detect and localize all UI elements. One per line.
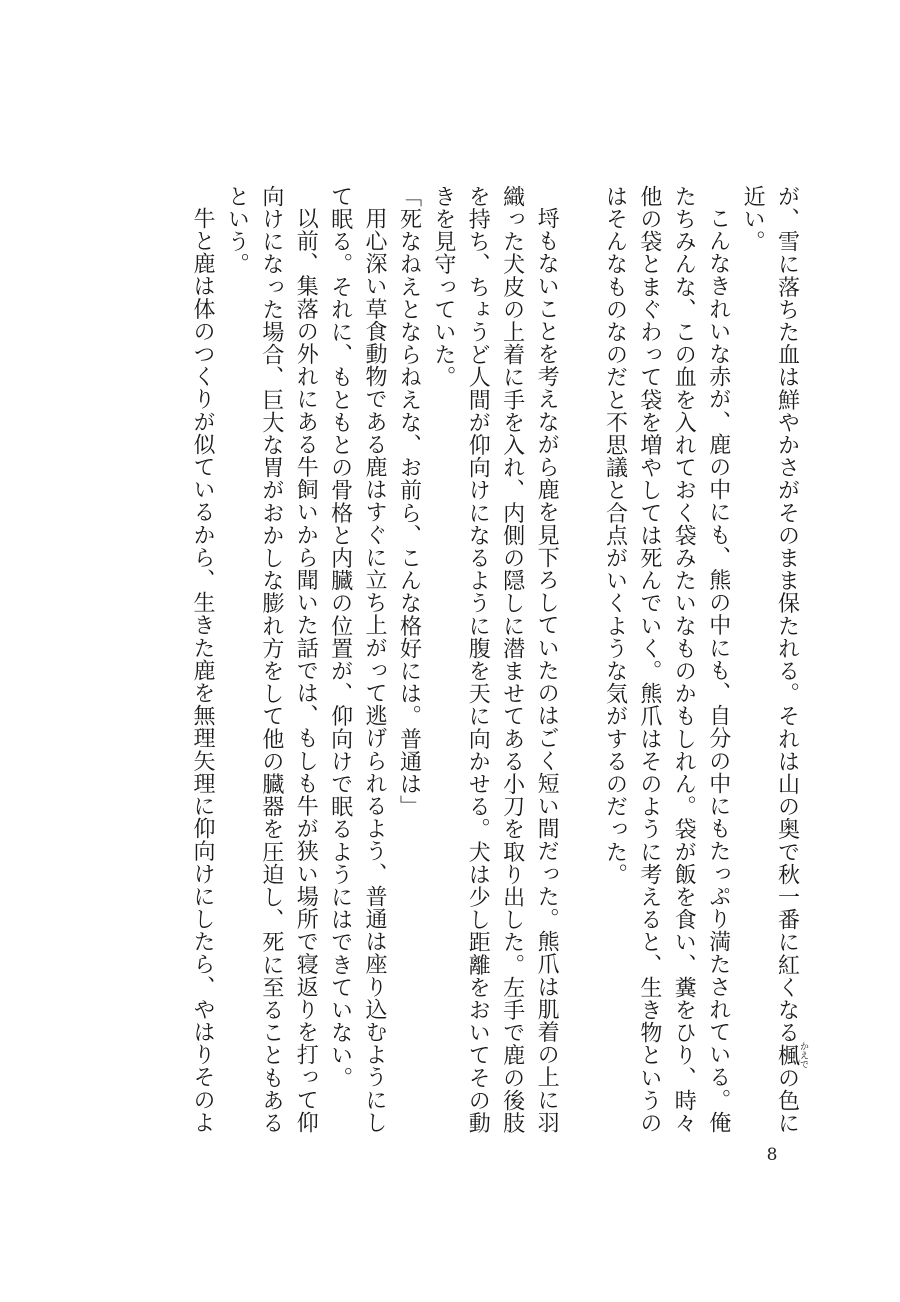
page-number: 8 bbox=[766, 1145, 778, 1165]
text-column-3: こんなきれいな赤が、鹿の中にも、熊の中にも、自分の中にもたっぷり満たされている。俺 bbox=[705, 207, 731, 1134]
text-column-10: きを見守っていた。 bbox=[430, 185, 456, 389]
vertical-text-body bbox=[185, 185, 808, 1135]
text-column-14: 以前、集落の外れにある牛飼いから聞いた話では、もしも牛が狭い場所で寝返りを打って仰 bbox=[293, 207, 319, 1134]
text-column-7: 埒もないことを考えながら鹿を見下ろしていたのはごく短い間だった。熊爪は肌着の上に羽 bbox=[534, 207, 560, 1134]
ruby-kaede: 楓かえで bbox=[774, 1041, 808, 1069]
text-column-13: て眠る。それに、もともとの骨格と内臓の位置が、仰向けで眠るようにはできていない。 bbox=[327, 185, 353, 1089]
text-column-5: 他の袋とまぐわって袋を増やしては死んでいく。熊爪はそのように考えると、生き物というの bbox=[636, 185, 662, 1135]
text-column-9: を持ち、ちょうど人間が仰向けになるように腹を天に向かせる。犬は少し距離をおいてその動 bbox=[465, 185, 491, 1135]
text-column-2: 近い。 bbox=[740, 185, 766, 253]
text-column-16: という。 bbox=[224, 185, 250, 276]
text-column-17: 牛と鹿は体のつくりが似ているから、生きた鹿を無理矢理に仰向けにしたら、やはりそのよ bbox=[190, 207, 215, 1134]
text-column-4: たちみんな、この血を入れておく袋みたいなものかもしれん。袋が飯を食い、糞をひり、時々 bbox=[671, 185, 697, 1135]
dialogue-column: 「死なねえとならねえな、お前ら、こんな格好には。普通は」 bbox=[396, 185, 422, 818]
text-column-12: 用心深い草食動物である鹿はすぐに立ち上がって逃げられるよう、普通は座り込むようにし bbox=[362, 207, 388, 1134]
scene-break bbox=[563, 185, 597, 1125]
text-column-1: が、雪に落ちた血は鮮やかさがそのまま保たれる。それは山の奥で秋一番に紅くなる楓かえでの色に bbox=[774, 185, 808, 1135]
text-column-6: はそんなものなのだと不思議と合点がいくような気がするのだった。 bbox=[602, 185, 628, 886]
text-column-8: 織った犬皮の上着に手を入れ、内側の隠しに潜ませてある小刀を取り出した。左手で鹿の後肢 bbox=[499, 185, 525, 1135]
text-column-15: 向けになった場合、巨大な胃がおかしな膨れ方をして他の臓器を圧迫し、死に至ることもある bbox=[258, 185, 284, 1135]
